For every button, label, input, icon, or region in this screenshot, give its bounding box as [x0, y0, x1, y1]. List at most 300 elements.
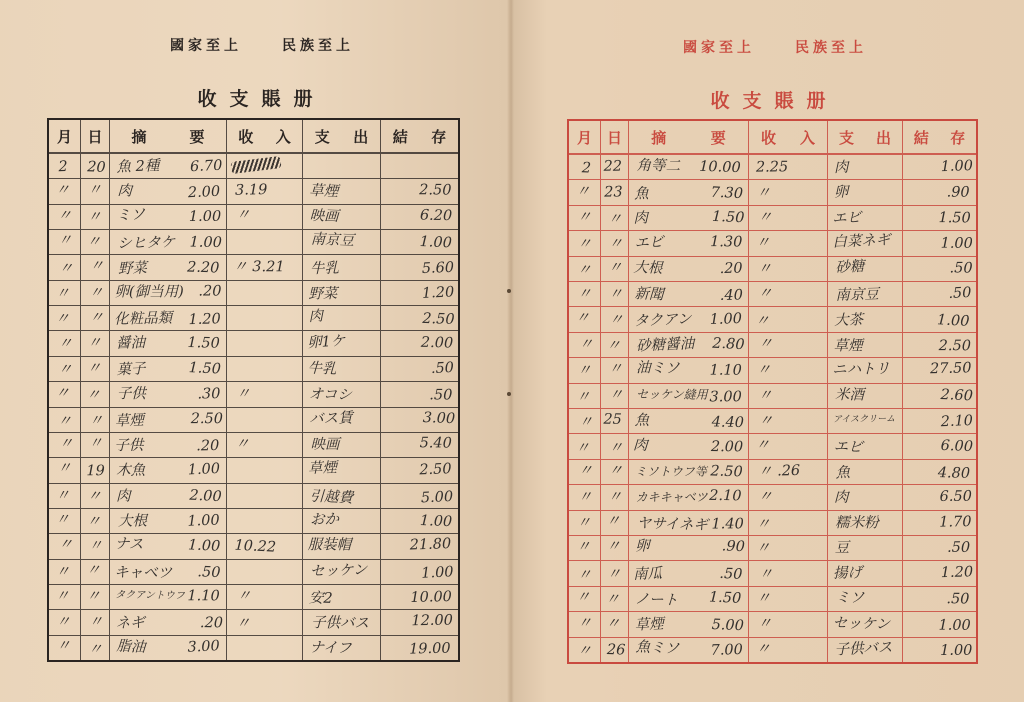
cell-month	[569, 434, 600, 458]
item-amount: .30	[197, 386, 221, 403]
item-amount: .20	[199, 615, 223, 632]
ledger-page-left	[0, 0, 511, 702]
day-value: 26	[606, 641, 626, 659]
header-income-char: 收	[760, 128, 776, 147]
balance-value: 2.50	[938, 338, 971, 355]
day-value: 〃	[86, 181, 103, 199]
income-value: 〃	[235, 386, 251, 403]
cell-day	[80, 484, 109, 508]
item-name: 草煙	[114, 412, 145, 430]
table-row	[49, 533, 458, 558]
expense-item: 引越費	[309, 488, 354, 507]
item-amount: .20	[195, 438, 220, 455]
cell-summary	[109, 433, 226, 457]
table-row	[49, 559, 458, 584]
cell-summary	[109, 636, 226, 660]
item-name: エビ	[634, 234, 664, 253]
cell-balance	[380, 154, 458, 178]
month-value: 〃	[579, 336, 594, 353]
header-balance	[902, 121, 976, 153]
item-amount: 2.80	[711, 335, 745, 354]
table-row	[49, 381, 458, 406]
table-row	[569, 383, 976, 408]
month-value: 〃	[576, 261, 593, 279]
balance-value: 5.00	[420, 488, 454, 507]
cell-income	[226, 534, 302, 558]
cell-expense	[302, 230, 380, 254]
month-value: 〃	[55, 487, 71, 505]
header-summary-char: 要	[189, 127, 205, 146]
cell-day	[600, 282, 628, 306]
expense-item: 子供バス	[310, 615, 370, 633]
item-name: 魚	[634, 412, 650, 430]
table-row	[49, 457, 458, 482]
income-value: 〃	[755, 640, 771, 658]
item-amount: 1.00	[187, 461, 221, 479]
table-row	[49, 305, 458, 330]
ledger-page-right	[511, 0, 1024, 702]
day-value: 〃	[605, 591, 621, 608]
cell-month	[49, 357, 80, 381]
cell-day	[80, 331, 109, 355]
balance-value: 1.20	[421, 284, 455, 302]
header-income	[748, 121, 827, 153]
cell-balance	[380, 585, 458, 609]
expense-item: 南京豆	[310, 231, 355, 250]
cell-month	[569, 384, 600, 408]
month-value: 〃	[577, 286, 593, 303]
cell-income	[226, 433, 302, 457]
item-name: 醤油	[115, 334, 146, 352]
cell-expense	[302, 306, 380, 330]
item-name: 肉	[115, 488, 131, 505]
cell-day	[600, 180, 628, 204]
table-row	[569, 306, 976, 331]
expense-item: 米酒	[834, 386, 865, 404]
cell-month	[49, 230, 80, 254]
cell-expense	[302, 585, 380, 609]
income-value: 〃 .26	[757, 462, 801, 480]
header-summary-char: 要	[710, 128, 726, 147]
cell-summary	[628, 587, 748, 611]
expense-item: 魚	[835, 464, 851, 482]
cell-day	[80, 179, 109, 203]
expense-item: 草煙	[308, 182, 339, 200]
month-value: 〃	[576, 539, 592, 556]
day-value: 〃	[607, 489, 623, 506]
balance-value: 3.00	[422, 409, 456, 427]
cell-day	[600, 307, 628, 331]
cell-day	[600, 587, 628, 611]
cell-day	[600, 561, 628, 585]
cell-month	[49, 484, 80, 508]
day-value: 〃	[606, 565, 622, 583]
cell-balance	[380, 458, 458, 482]
cell-month	[49, 534, 80, 558]
cell-balance	[380, 560, 458, 584]
cell-month	[569, 485, 600, 509]
cell-income	[226, 331, 302, 355]
cell-day	[600, 333, 628, 357]
cell-month	[569, 231, 600, 255]
cell-expense	[827, 587, 902, 611]
income-value: 〃	[755, 540, 771, 557]
item-amount: 2.20	[186, 259, 220, 277]
item-amount: .90	[721, 538, 746, 556]
month-value: 〃	[55, 311, 71, 328]
balance-value: .90	[946, 184, 970, 201]
header-summary-char: 摘	[131, 127, 147, 146]
income-value: 〃	[757, 260, 773, 278]
cell-balance	[380, 484, 458, 508]
cell-income	[226, 306, 302, 330]
header-day	[600, 121, 628, 153]
cell-expense	[302, 636, 380, 660]
cell-income	[226, 585, 302, 609]
cell-summary	[628, 231, 748, 255]
header-balance-char: 存	[431, 127, 447, 146]
cell-income	[748, 282, 827, 306]
cell-month	[49, 585, 80, 609]
item-name: ミソ	[115, 206, 146, 225]
expense-item: ニハトリ	[832, 361, 891, 379]
cell-income	[226, 382, 302, 406]
header-income-char: 收	[238, 127, 254, 146]
cell-summary	[109, 585, 226, 609]
item-amount: 1.20	[188, 311, 221, 329]
day-value: 〃	[86, 487, 102, 505]
cell-day	[600, 485, 628, 509]
month-value: 〃	[57, 207, 73, 225]
income-value: 〃 3.21	[233, 258, 285, 275]
cell-summary	[628, 384, 748, 408]
table-row	[569, 230, 976, 255]
expense-item: 卵	[833, 184, 849, 201]
item-amount: 1.00	[187, 537, 221, 556]
balance-value: 2.50	[418, 181, 452, 199]
cell-day	[80, 610, 109, 634]
header-day-char: 日	[606, 128, 622, 147]
slogan-nation-supreme: 國家至上	[683, 40, 755, 56]
cell-expense	[827, 485, 902, 509]
table-row	[49, 609, 458, 634]
cell-expense	[827, 333, 902, 357]
cell-month	[49, 408, 80, 432]
header-month	[49, 120, 80, 152]
cell-balance	[380, 281, 458, 305]
day-value: 〃	[87, 538, 103, 555]
cell-summary	[109, 560, 226, 584]
ledger-table-left	[47, 118, 460, 662]
cell-day	[600, 612, 628, 636]
item-amount: 10.00	[699, 159, 742, 177]
month-value: 〃	[575, 309, 591, 327]
month-value: 〃	[55, 563, 71, 581]
expense-item: ナイフ	[309, 639, 352, 657]
table-row	[569, 433, 976, 458]
table-row	[49, 432, 458, 457]
cell-day	[80, 636, 109, 660]
cell-month	[569, 155, 600, 179]
header-expense-char: 支	[314, 127, 330, 146]
item-amount: 2.50	[190, 410, 223, 427]
income-value: 3.19	[234, 181, 268, 199]
cell-summary	[109, 154, 226, 178]
table-row	[569, 535, 976, 560]
header-expense-char: 出	[875, 128, 891, 147]
header-expense-char: 出	[353, 127, 369, 146]
table-row	[49, 635, 458, 660]
cell-balance	[902, 587, 976, 611]
cell-summary	[628, 206, 748, 230]
cell-income	[226, 179, 302, 203]
day-value: 〃	[87, 641, 103, 658]
expense-item: アイスクリーム	[832, 414, 896, 426]
cell-expense	[302, 610, 380, 634]
month-value: 〃	[577, 489, 593, 507]
cell-month	[49, 331, 80, 355]
cell-day	[600, 206, 628, 230]
expense-item: 肉	[308, 308, 324, 326]
balance-value: 6.20	[419, 207, 453, 225]
cell-summary	[109, 610, 226, 634]
balance-value: .50	[948, 285, 972, 303]
item-amount: 1.50	[708, 589, 742, 607]
cell-summary	[109, 230, 226, 254]
cell-month	[49, 433, 80, 457]
cell-balance	[902, 333, 976, 357]
balance-value: 1.70	[938, 513, 972, 531]
cell-day	[600, 358, 628, 382]
income-value: 10.22	[234, 538, 277, 557]
cell-income	[748, 231, 827, 255]
cell-expense	[827, 612, 902, 636]
expense-item: 砂糖	[835, 258, 865, 276]
cell-month	[569, 257, 600, 281]
cell-day	[600, 434, 628, 458]
income-value: 〃	[757, 616, 773, 633]
cell-day	[80, 357, 109, 381]
day-value: 22	[603, 158, 623, 175]
cell-month	[569, 282, 600, 306]
item-amount: .50	[718, 565, 743, 583]
header-balance-char: 結	[913, 128, 929, 147]
cell-income	[226, 154, 302, 178]
cell-day	[80, 585, 109, 609]
table-row	[569, 256, 976, 281]
balance-value: 1.00	[418, 234, 452, 252]
table-row	[49, 508, 458, 533]
balance-value: 6.50	[939, 489, 972, 506]
expense-item: 白菜ネギ	[832, 232, 891, 252]
item-name: タクアン	[633, 310, 692, 330]
cell-income	[226, 255, 302, 279]
month-value: 〃	[58, 335, 73, 352]
cell-expense	[302, 382, 380, 406]
balance-value: 4.80	[937, 465, 970, 482]
item-name: 魚ミソ	[635, 638, 680, 658]
balance-value: 1.00	[419, 513, 453, 531]
cell-month	[569, 333, 600, 357]
balance-value: 1.20	[940, 563, 973, 581]
balance-value: 1.00	[938, 618, 971, 635]
month-value: 〃	[58, 259, 74, 277]
page-title: 收支賬册	[197, 88, 326, 110]
header-balance-char: 結	[392, 127, 408, 146]
income-value: 〃	[755, 235, 771, 252]
day-value: 〃	[88, 412, 104, 430]
item-amount: 1.10	[187, 588, 220, 605]
balance-value: 5.40	[419, 435, 452, 452]
item-name: 菓子	[116, 361, 146, 379]
item-amount: 1.30	[709, 234, 743, 251]
expense-item: セッケン	[832, 615, 891, 634]
month-value: 〃	[57, 413, 73, 430]
month-value: 〃	[55, 285, 71, 303]
item-name: 草煙	[634, 616, 665, 635]
cell-month	[49, 281, 80, 305]
cell-expense	[302, 484, 380, 508]
day-value: 〃	[608, 259, 623, 276]
day-value: 〃	[605, 616, 621, 633]
cell-summary	[109, 509, 226, 533]
income-value: 〃	[755, 516, 771, 533]
cell-summary	[628, 180, 748, 204]
expense-item: 肉	[833, 159, 849, 177]
table-row	[569, 332, 976, 357]
month-value: 〃	[575, 439, 591, 457]
item-name: 角等二	[636, 157, 681, 175]
cell-income	[226, 357, 302, 381]
day-value: 〃	[86, 513, 101, 531]
cell-expense	[827, 536, 902, 560]
header-summary	[109, 120, 226, 152]
cell-expense	[302, 255, 380, 279]
item-amount: 7.00	[710, 641, 743, 659]
cell-summary	[628, 536, 748, 560]
income-value: 〃	[235, 616, 251, 633]
day-value: 〃	[608, 311, 625, 329]
cell-day	[600, 384, 628, 408]
header-expense	[827, 121, 902, 153]
table-row	[49, 229, 458, 254]
cell-expense	[827, 180, 902, 204]
cell-income	[748, 561, 827, 585]
table-header-row	[49, 120, 458, 153]
cell-month	[569, 358, 600, 382]
table-row	[569, 560, 976, 585]
cell-month	[49, 255, 80, 279]
day-value: 〃	[88, 614, 104, 631]
cell-month	[569, 307, 600, 331]
cell-month	[569, 638, 600, 662]
table-row	[569, 281, 976, 306]
day-value: 〃	[88, 285, 104, 302]
cell-balance	[902, 180, 976, 204]
header-income-char: 入	[799, 128, 815, 147]
table-row	[569, 179, 976, 204]
income-value: 〃	[757, 285, 773, 303]
balance-value: 2.10	[940, 413, 973, 431]
item-name: 子供	[114, 437, 144, 455]
item-name: ノート	[634, 591, 679, 609]
cell-balance	[902, 206, 976, 230]
cell-day	[80, 382, 109, 406]
cell-expense	[827, 561, 902, 585]
day-value: 〃	[608, 361, 624, 378]
expense-item: 揚げ	[832, 564, 863, 582]
item-name: 南瓜	[632, 565, 663, 583]
expense-item: 南京豆	[835, 286, 880, 304]
expense-item: エビ	[832, 209, 862, 227]
month-value: 〃	[58, 435, 74, 452]
table-row	[49, 280, 458, 305]
cell-balance	[380, 179, 458, 203]
item-amount: 5.00	[710, 617, 744, 635]
item-amount: 1.50	[711, 208, 745, 227]
cell-balance	[902, 257, 976, 281]
cell-balance	[380, 382, 458, 406]
cell-day	[80, 281, 109, 305]
header-balance	[380, 120, 458, 152]
cell-income	[226, 610, 302, 634]
balance-value: 5.60	[421, 259, 455, 277]
day-value: 〃	[86, 209, 102, 226]
day-value: 〃	[607, 211, 623, 228]
month-value: 〃	[57, 460, 73, 478]
cell-summary	[628, 282, 748, 306]
balance-value: 6.00	[940, 437, 973, 455]
table-row	[49, 584, 458, 609]
expense-item: バス賃	[308, 410, 353, 428]
cell-income	[748, 485, 827, 509]
item-name: 新聞	[634, 286, 664, 304]
cell-day	[80, 560, 109, 584]
cell-expense	[302, 331, 380, 355]
month-value: 〃	[577, 362, 593, 380]
expense-item: 野菜	[308, 286, 338, 303]
item-name: 化粧品類	[114, 310, 173, 328]
item-name: ネギ	[115, 615, 145, 633]
expense-item: 肉	[833, 489, 849, 507]
cell-summary	[109, 458, 226, 482]
item-name: 肉	[117, 182, 133, 200]
cell-balance	[380, 306, 458, 330]
income-value: 〃	[235, 207, 251, 224]
month-value: 2	[581, 160, 592, 177]
cell-expense	[302, 458, 380, 482]
cell-balance	[380, 255, 458, 279]
balance-value: 1.50	[938, 210, 971, 227]
cell-day	[80, 534, 109, 558]
cell-expense	[827, 358, 902, 382]
binding-hole	[507, 392, 511, 396]
item-amount: 6.70	[189, 157, 223, 176]
cell-balance	[902, 612, 976, 636]
income-value: 〃	[758, 335, 774, 353]
cell-summary	[109, 357, 226, 381]
cell-balance	[380, 433, 458, 457]
item-name: 木魚	[116, 463, 146, 480]
balance-value: .50	[946, 539, 971, 557]
cell-day	[80, 230, 109, 254]
cell-income	[226, 560, 302, 584]
cell-summary	[628, 460, 748, 484]
day-value: 〃	[86, 334, 102, 352]
expense-item: オコシ	[308, 386, 353, 404]
cell-month	[49, 509, 80, 533]
expense-item: 草煙	[307, 460, 338, 478]
